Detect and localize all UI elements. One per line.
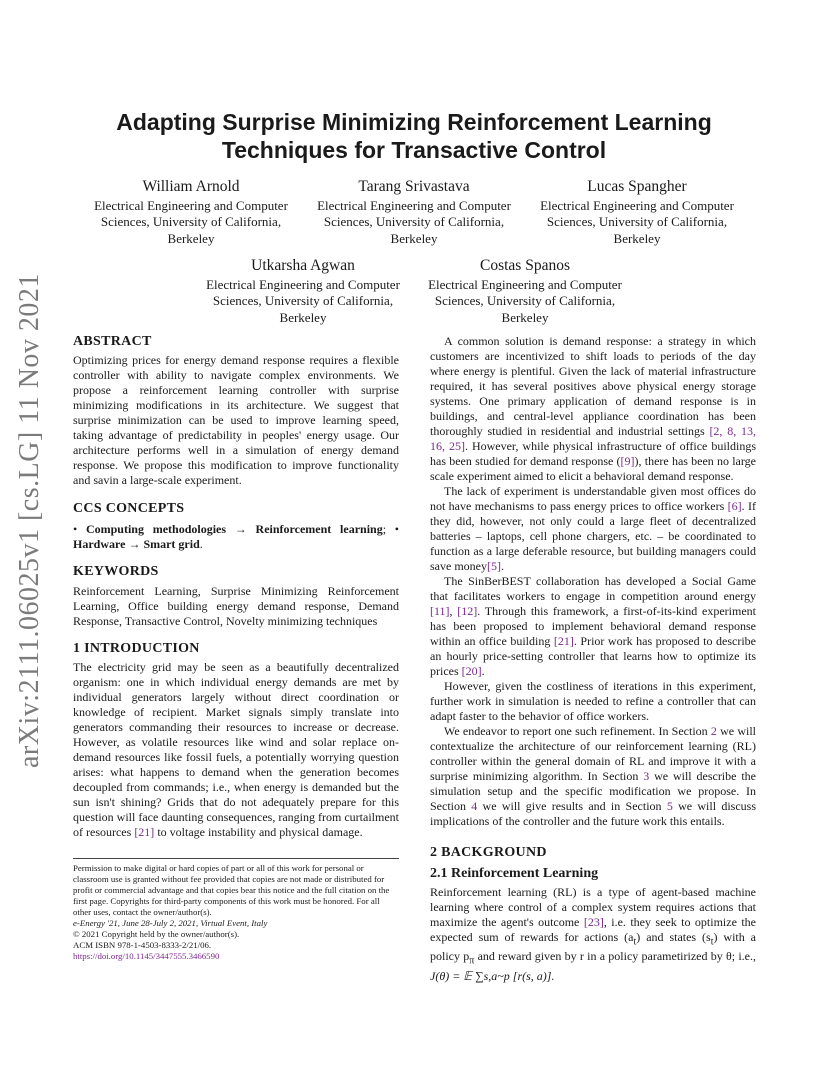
affiliation-line: Sciences, University of California, bbox=[546, 214, 728, 229]
paragraph bbox=[430, 484, 756, 574]
text: and reward given by r in a policy parametirized by θ; i.e., bbox=[474, 949, 756, 964]
citation-link[interactable]: [2, 8, 13, 16, 25] bbox=[430, 424, 756, 453]
paragraph bbox=[430, 885, 756, 984]
text: . However, while physical infrastructure of office buildings has been studied for demand response ( bbox=[430, 439, 756, 468]
section-link[interactable]: 2 bbox=[710, 724, 717, 738]
keywords-heading: KEYWORDS bbox=[73, 564, 159, 579]
author-name: William Arnold bbox=[142, 178, 240, 195]
affiliation-line: Electrical Engineering and Computer bbox=[428, 276, 622, 292]
section-link[interactable]: 5 bbox=[666, 799, 673, 813]
affiliation-line: Sciences, University of California, bbox=[212, 293, 394, 308]
citation-link[interactable]: [21] bbox=[134, 825, 155, 839]
text: . bbox=[500, 559, 504, 573]
section-link[interactable]: 4 bbox=[471, 799, 478, 813]
title-line-1: Adapting Surprise Minimizing Reinforcement Learning bbox=[116, 109, 712, 135]
text: we will give results and in Section bbox=[477, 799, 667, 813]
text: . bbox=[481, 664, 485, 678]
paragraph: However, given the costliness of iterations in this experiment, further work in simulation is needed to refine a controller that can adapt faster to the behavior of office workers. bbox=[430, 679, 756, 723]
text: ) with a policy p bbox=[430, 930, 756, 964]
arxiv-id: arXiv:2111.06025v1 [cs.LG] 11 Nov 2021 bbox=[14, 273, 45, 768]
subscript: π bbox=[469, 955, 475, 967]
background-heading: 2 BACKGROUND bbox=[430, 845, 547, 860]
citation-link[interactable]: [6] bbox=[727, 499, 742, 513]
right-column bbox=[430, 334, 756, 984]
permission-text: Permission to make digital or hard copies of part or all of this work for personal or classroom use is granted without fee provided that copies are not made or distributed for profit or commercial advantage and that copies bear this notice and the full citation on the first page. Copyrights for third-party components of this work must be honored. For all other uses, contact the owner/author(s). bbox=[73, 863, 390, 917]
intro-heading: 1 INTRODUCTION bbox=[73, 641, 200, 656]
author-name: Utkarsha Agwan bbox=[251, 257, 355, 274]
affiliation-line: Berkeley bbox=[390, 230, 438, 246]
arrow: → bbox=[234, 522, 247, 536]
rl-subheading: 2.1 Reinforcement Learning bbox=[430, 866, 599, 881]
author-name: Costas Spanos bbox=[480, 257, 570, 274]
text: A common solution is demand response: a strategy in which customers are incentivized to shift loads to periods of the day where energy is plentiful. Given the lack of material infrastructure required, it has several positives above physical energy storage systems. One primary application of demand response is in buildings, and central-level appliance coordination has been thoroughly studied in residential and industrial settings bbox=[430, 334, 756, 438]
subscript: t bbox=[633, 936, 637, 948]
text: The lack of experiment is understandable given most offices do not have mechanisms to pass energy prices to office workers bbox=[430, 484, 756, 513]
text: to voltage instability and physical damage. bbox=[154, 825, 363, 839]
citation-link[interactable]: [23] bbox=[583, 915, 604, 929]
author-block bbox=[414, 258, 636, 326]
affiliation-line: Sciences, University of California, bbox=[434, 293, 616, 308]
ccs-item: Computing methodologies bbox=[85, 522, 227, 536]
subscript: t bbox=[710, 936, 714, 948]
left-column bbox=[73, 334, 399, 840]
ccs-item: Reinforcement learning bbox=[255, 522, 383, 536]
section-link[interactable]: 3 bbox=[643, 769, 650, 783]
citation-link[interactable]: [12] bbox=[457, 604, 478, 618]
author-block bbox=[192, 258, 414, 326]
affiliation-line: Electrical Engineering and Computer bbox=[317, 197, 511, 213]
text: ), there has been no large scale experiment aimed to elicit a behavioral demand response. bbox=[430, 454, 756, 483]
affiliation-line: Berkeley bbox=[167, 230, 215, 246]
affiliation-line: Sciences, University of California, bbox=[323, 214, 505, 229]
citation-link[interactable]: [20] bbox=[461, 664, 482, 678]
period: . bbox=[199, 537, 203, 551]
arrow: → bbox=[128, 537, 141, 551]
paragraph bbox=[430, 574, 756, 679]
abstract-text: Optimizing prices for energy demand response requires a flexible controller with ability to navigate complex environments. We propose a reinforcement learning controller with surprise minimizing modifications in its architecture. We suggest that surprise minimization can be used to improve learning speed, taking advantage of predictability in peoples' energy usage. Our architecture performs well in a simulation of energy demand response. We propose this modification to improve functionality and savin a large-scale experiment. bbox=[73, 353, 399, 487]
affiliation-line: Electrical Engineering and Computer bbox=[206, 276, 400, 292]
paragraph bbox=[430, 334, 756, 484]
paper-title bbox=[90, 108, 738, 164]
text: we will discuss implications of the controller and the future work this entails. bbox=[430, 799, 756, 828]
text: . Through this framework, a first-of-its-kind experiment has been proposed to implement behavioral demand response within an office building bbox=[430, 604, 756, 648]
affiliation-line: Berkeley bbox=[501, 309, 549, 325]
intro-paragraph bbox=[73, 660, 399, 840]
text: Reinforcement learning (RL) is a type of agent-based machine learning where control of a complex system requires actions that maximize the agent's outcome bbox=[430, 885, 756, 929]
venue: e-Energy '21, June 28-July 2, 2021, Virtual Event, Italy bbox=[73, 918, 268, 928]
affiliation-line: Electrical Engineering and Computer bbox=[94, 197, 288, 213]
author-block bbox=[80, 179, 302, 247]
doi-link[interactable]: https://doi.org/10.1145/3447555.3466590 bbox=[73, 951, 220, 961]
isbn: ACM ISBN 978-1-4503-8333-2/21/06. bbox=[73, 940, 212, 950]
ccs-concepts bbox=[73, 522, 399, 552]
author-block bbox=[526, 179, 748, 247]
abstract-heading: ABSTRACT bbox=[73, 334, 152, 349]
copyright: © 2021 Copyright held by the owner/author(s). bbox=[73, 929, 240, 939]
ccs-item: Hardware bbox=[73, 537, 126, 551]
footnote-divider bbox=[73, 858, 399, 859]
text: The electricity grid may be seen as a beautifully decentralized organism: one in which individual energy demands are met by individual generators largely without direct coordination or knowledge of recipient. Market signals simply translate into generators commanding their resources to increase or decrease. However, as volatile resources like wind and solar replace on-demand resources like fossil fuels, a potentially worrying question arises: what happens to demand when the generation becomes decoupled from commands; i.e., when energy is demanded but the sun isn't shining? Grids that do not adequately prepare for this question will face daunting consequences, ranging from curtailment of resources bbox=[73, 660, 399, 839]
text: , bbox=[449, 604, 458, 618]
keywords-text: Reinforcement Learning, Surprise Minimizing Reinforcement Learning, Office building energy demand response, Demand Response, Transactive Control, Novelty minimizing techniques bbox=[73, 584, 399, 628]
affiliation-line: Sciences, University of California, bbox=[100, 214, 282, 229]
ccs-heading: CCS CONCEPTS bbox=[73, 501, 185, 516]
affiliation-line: Berkeley bbox=[613, 230, 661, 246]
ccs-item: Smart grid bbox=[143, 537, 200, 551]
text: ) and states (s bbox=[636, 930, 711, 944]
text: we will describe the simulation setup and the specific modification we propose. In Section bbox=[430, 769, 756, 813]
footnote bbox=[73, 863, 399, 962]
text: we will contextualize the architecture of our reinforcement learning (RL) controller within the general domain of RL and improve it with a surprise minimizing algorithm. In Section bbox=[430, 724, 757, 783]
paragraph bbox=[430, 724, 756, 829]
formula: J(θ) = 𝔼 ∑s,a~p [r(s, a)]. bbox=[430, 968, 555, 983]
citation-link[interactable]: [11] bbox=[430, 604, 450, 618]
author-name: Tarang Srivastava bbox=[358, 178, 470, 195]
separator: ; • bbox=[382, 522, 400, 536]
citation-link[interactable]: [5] bbox=[486, 559, 501, 573]
author-block bbox=[303, 179, 525, 247]
text: We endeavor to report one such refinement. In Section bbox=[444, 724, 711, 738]
affiliation-line: Berkeley bbox=[279, 309, 327, 325]
text: . If they did, however, not only could a large fleet of decentralized batteries – laptops, cell phone chargers, etc. – be coordinated to function as a large deferable resource, but building managers could save money bbox=[430, 499, 756, 573]
bullet: • bbox=[73, 522, 78, 536]
citation-link[interactable]: [9] bbox=[620, 454, 635, 468]
author-name: Lucas Spangher bbox=[587, 178, 687, 195]
text: , i.e. they seek to optimize the expected sum of rewards for actions (a bbox=[430, 915, 757, 944]
text: The SinBerBEST collaboration has developed a Social Game that facilitates workers to engage in competition around energy bbox=[430, 574, 756, 603]
text: . Prior work has proposed to describe an hourly price-setting controller that learns how to optimize its prices bbox=[430, 634, 756, 678]
title-line-2: Techniques for Transactive Control bbox=[221, 137, 607, 163]
affiliation-line: Electrical Engineering and Computer bbox=[540, 197, 734, 213]
citation-link[interactable]: [21] bbox=[553, 634, 574, 648]
